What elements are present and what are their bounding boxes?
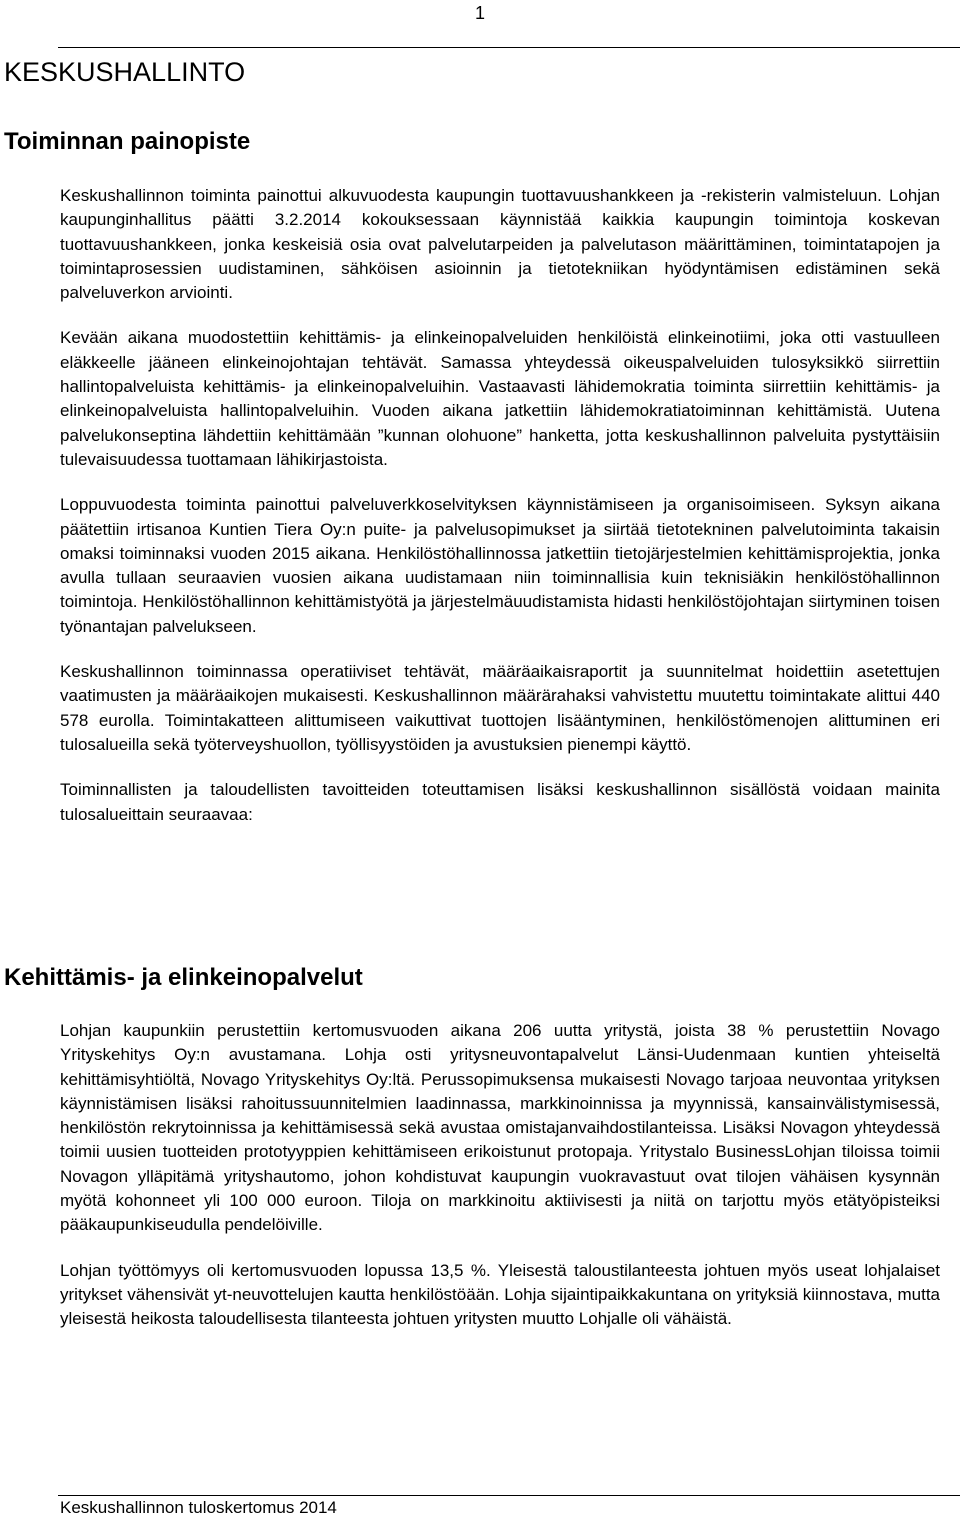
page-number: 1 — [474, 3, 485, 23]
section-heading-toiminnan-painopiste: Toiminnan painopiste — [4, 128, 251, 155]
section-body-kehittamis-ja-elinkeinopalvelut — [60, 1019, 940, 1353]
paragraph: Kevään aikana muodostettiin kehittämis- ja elinkeinopalveluiden henkilöistä elinkeinotiimi, joka otti vastuulleen eläkkeelle jääneen elinkeinojohtajan tehtävät. Samassa yhteydessä oikeuspalveluiden tulosyksikkö siirrettiin hallintopalveluista kehittämis- ja elinkeinopalveluihin. Vastaavasti lähidemokratia toiminta siirrettiin kehittämis- ja elinkeinopalveluista hallintopalveluihin. Vuoden aikana jatkettiin lähidemokratiatoiminnan kehittämistä. Uutena palvelukonseptina lähdettiin kehittämään ”kunnan olohuone” hanketta, jotta keskushallinnon palveluita pystyttäisiin tulevaisuudessa tuottamaan lähikirjastoista. — [60, 328, 940, 469]
paragraph: Lohjan kaupunkiin perustettiin kertomusvuoden aikana 206 uutta yritystä, joista 38 % perustettiin Novago Yrityskehitys Oy:n avustamana. Lohja osti yritysneuvontapalvelut Länsi-Uudenmaan kuntien yhteiseltä kehittämisyhtiöltä, Novago Yrityskehitys Oy:ltä. Perussopimuksensa mukaisesti Novago tarjoaa neuvontaa yrityksen käynnistämisen lisäksi rahoitussuunnitelmien laadinnassa, markkinoinnissa ja myynnissä, kansainvälistymisessä, henkilöstön rekrytoinnissa ja kehittämisessä sekä avustaa omistajanvaihdostilanteissa. Lisäksi Novagon yhteydessä toimii uusien tuotteiden prototyyppien kehittämiseen erikoistunut protopaja. Yritystalo BusinessLohjan tiloissa toimii Novagon ylläpitämä yrityshautomo, johon kohdistuvat kaupungin vuokravastuut ovat tilojen vähäisen kysynnän myötä kohonneet yli 100 000 euroon. Tiloja on markkinoitu aktiivisesti ja niitä on tarjottu myös etätyöpisteiksi pääkaupunkiseudulla pendelöiville. — [60, 1021, 940, 1235]
footer-text: Keskushallinnon tuloskertomus 2014 — [60, 1498, 337, 1517]
footer-rule — [58, 1495, 960, 1496]
section-heading-kehittamis-ja-elinkeinopalvelut: Kehittämis- ja elinkeinopalvelut — [4, 964, 363, 991]
header-rule — [58, 47, 960, 48]
paragraph: Toiminnallisten ja taloudellisten tavoitteiden toteuttamisen lisäksi keskushallinnon sisällöstä voidaan mainita tulosalueittain seuraavaa: — [60, 780, 940, 824]
paragraph: Loppuvuodesta toiminta painottui palveluverkkoselvityksen käynnistämiseen ja organisoimiseen. Syksyn aikana päätettiin irtisanoa Kuntien Tiera Oy:n puite- ja palvelusopimukset ja siirtää tietotekninen palvelutoiminta takaisin omaksi toiminnaksi vuoden 2015 aikana. Henkilöstöhallinnossa jatkettiin tietojärjestelmien kehittämisprojektia, jonka avulla tullaan seuraavien vuosien aikana uudistamaan niin toiminnallisia kuin teknisiäkin henkilöstöhallinnon toimintoja. Henkilöstöhallinnon kehittämistyötä ja järjestelmäuudistamista hidasti henkilöstöjohtajan siirtyminen toisen työnantajan palvelukseen. — [60, 495, 940, 636]
page-title: KESKUSHALLINTO — [4, 57, 246, 87]
paragraph: Lohjan työttömyys oli kertomusvuoden lopussa 13,5 %. Yleisestä taloustilanteesta johtuen myös useat lohjalaiset yritykset vähensivät yt-neuvottelujen kautta henkilöstöään. Lohja sijaintipaikkakuntana on yrityksiä kiinnostava, mutta yleisestä heikosta taloudellisesta tilanteesta johtuen yritysten muutto Lohjalle oli vähäistä. — [60, 1260, 940, 1329]
section-body-toiminnan-painopiste — [60, 184, 940, 848]
paragraph: Keskushallinnon toiminnassa operatiiviset tehtävät, määräaikaisraportit ja suunnitelmat hoidettiin asetettujen vaatimusten ja määräaikojen mukaisesti. Keskushallinnon määrärahaksi vahvistettu muutettu toimintakate alittui 440 578 eurolla. Toimintakatteen alittumiseen vaikuttivat tuottojen lisääntyminen, henkilöstömenojen alittuminen eri tulosalueilla sekä työterveyshuollon, työllisyystöiden ja avustuksien pienempi käyttö. — [60, 662, 940, 754]
paragraph: Keskushallinnon toiminta painottui alkuvuodesta kaupungin tuottavuushankkeen ja -rekisterin valmisteluun. Lohjan kaupunginhallitus päätti 3.2.2014 kokouksessaan käynnistää kaikkia kaupungin toimintoja koskevan tuottavuushankkeen, jonka keskeisiä osia ovat palvelutarpeiden ja palvelutason määrittäminen, toimintatapojen ja toimintaprosessien uudistaminen, sähköisen asioinnin ja tietotekniikan hyödyntämisen edistäminen sekä palveluverkon arviointi. — [60, 186, 940, 303]
